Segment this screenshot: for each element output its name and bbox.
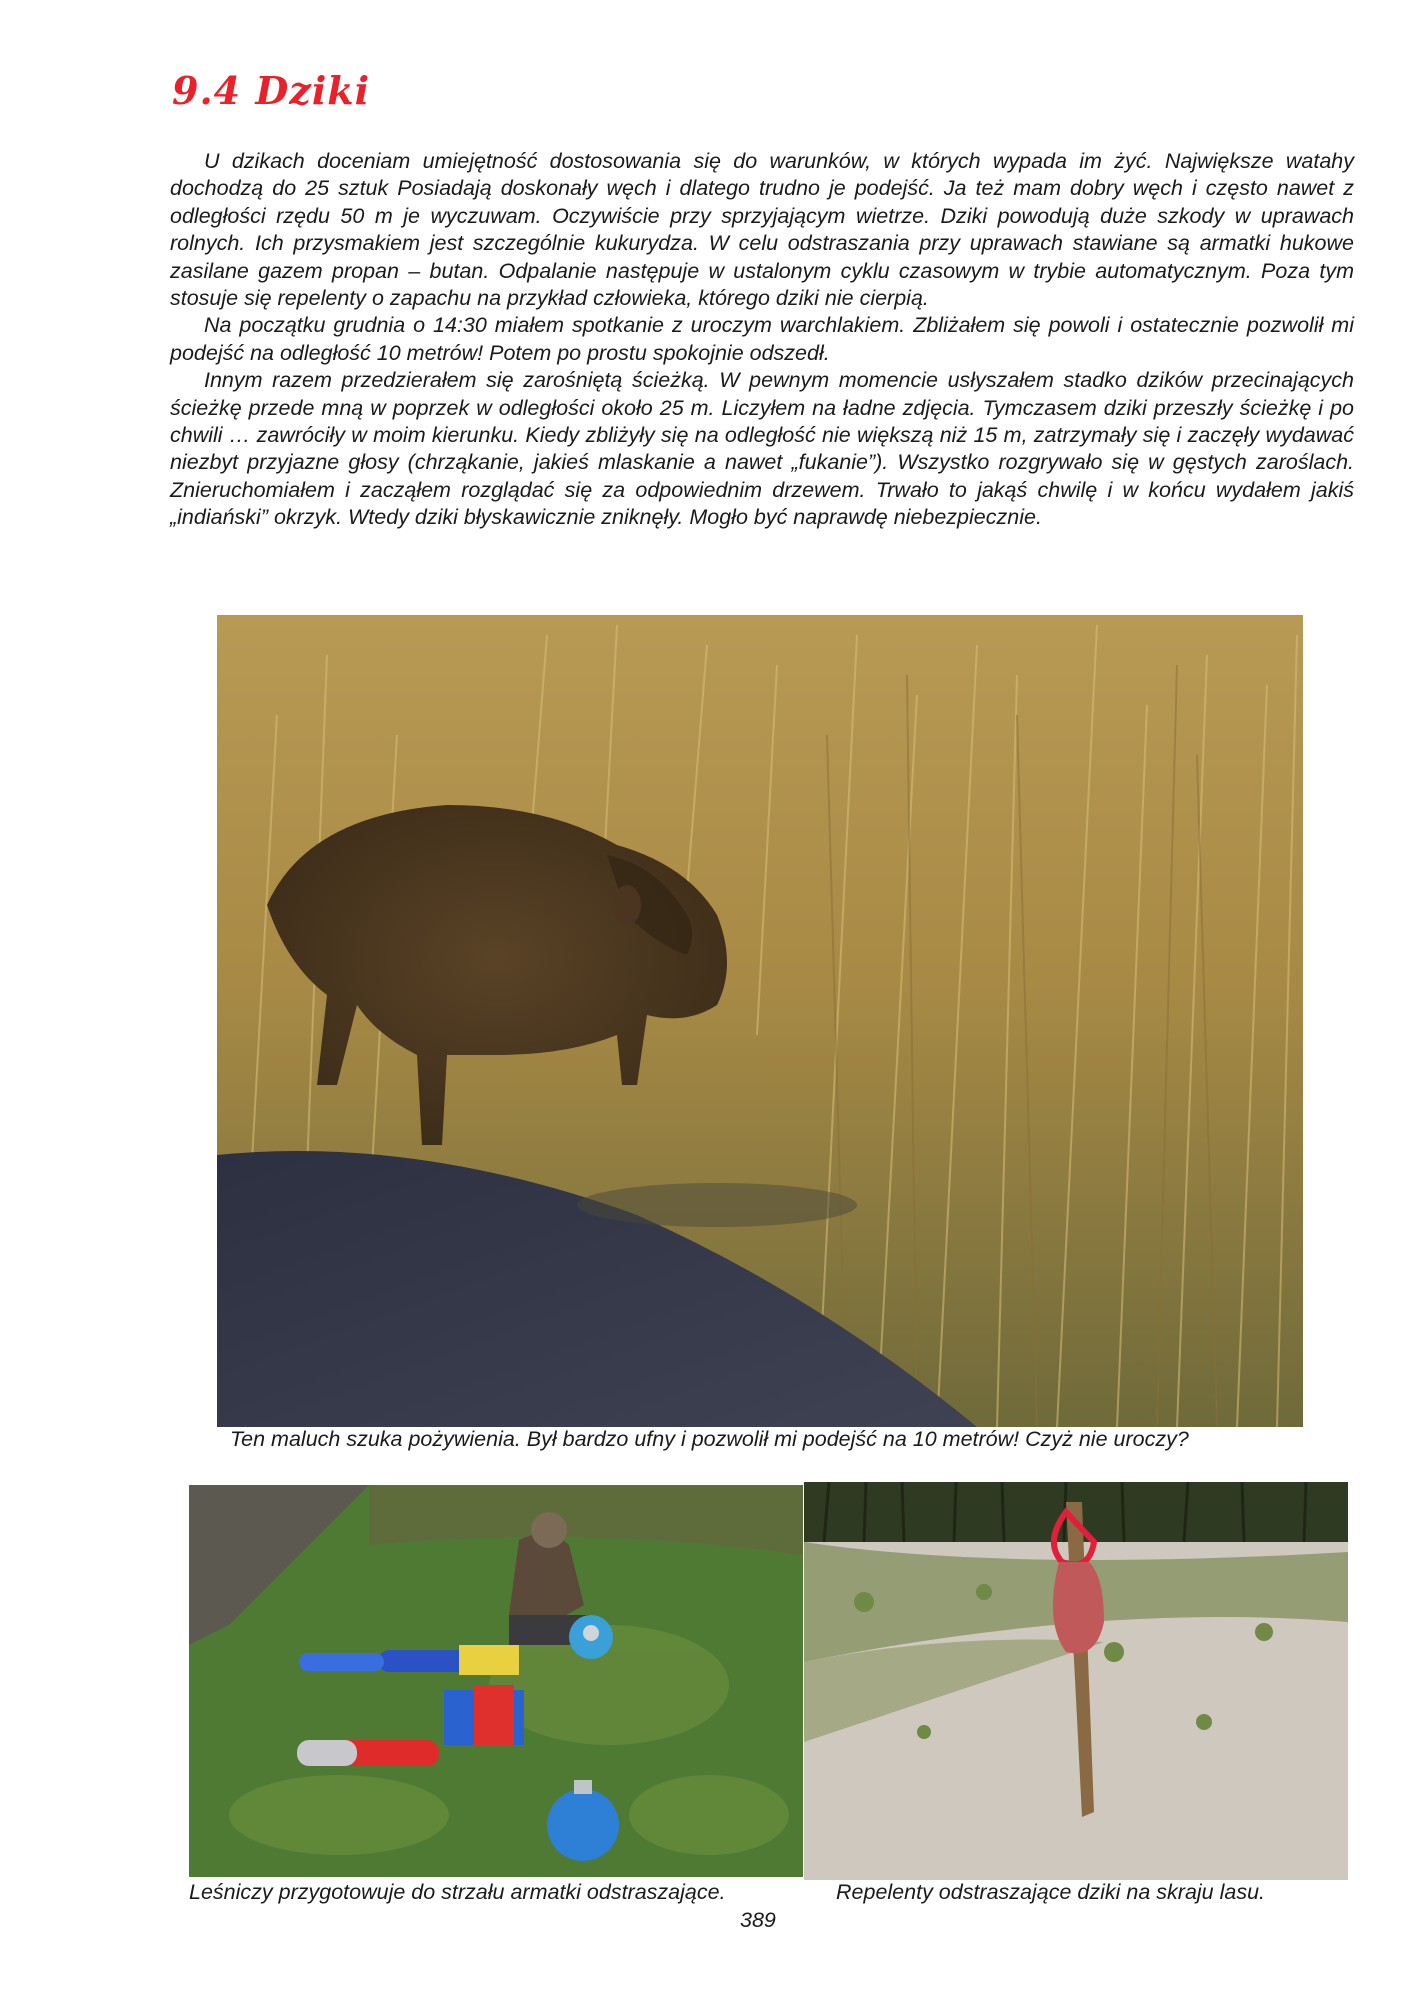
main-photo-caption: Ten maluch szuka pożywienia. Był bardzo ufny i pozwolił mi podejść na 10 metrów! Czyż nie uroczy? xyxy=(230,1427,1189,1451)
repellent-photo-illustration xyxy=(804,1482,1348,1880)
boar-photo xyxy=(217,615,1303,1427)
repellent-photo-caption: Repelenty odstraszające dziki na skraju lasu. xyxy=(836,1880,1266,1904)
forester-photo xyxy=(189,1485,803,1877)
section-heading: 9.4 Dziki xyxy=(172,68,371,113)
paragraph-2: Na początku grudnia o 14:30 miałem spotkanie z uroczym warchlakiem. Zbliżałem się powoli i ostatecznie pozwolił mi podejść na odległość 10 metrów! Potem po prostu spokojnie odszedł. xyxy=(170,313,1354,365)
page-number: 389 xyxy=(740,1908,776,1932)
forester-photo-illustration xyxy=(189,1485,803,1877)
forester-photo-caption: Leśniczy przygotowuje do strzału armatki odstraszające. xyxy=(189,1880,726,1904)
paragraph-3: Innym razem przedzierałem się zarośniętą ścieżką. W pewnym momencie usłyszałem stadko dzików przecinających ścieżkę przede mną w poprzek w odległości około 25 m. Liczyłem na ładne zdjęcia. Tymczasem dziki przeszły ścieżkę i po chwili … zawróciły w moim kierunku. Kiedy zbliżyły się na odległość nie większą niż 15 m, zatrzymały się i zaczęły wydawać niezbyt przyjazne głosy (chrząkanie, jakieś mlaskanie a nawet „fukanie”). Wszystko rozgrywało się w gęstych zaroślach. Znieruchomiałem i zacząłem rozglądać się za odpowiednim drzewem. Trwało to jakąś chwilę i w końcu wydałem jakiś „indiański” okrzyk. Wtedy dziki błyskawicznie zniknęły. Mogło być naprawdę niebezpiecznie. xyxy=(170,368,1354,530)
boar-photo-illustration xyxy=(217,615,1303,1427)
repellent-photo xyxy=(804,1482,1348,1880)
paragraph-1: U dzikach doceniam umiejętność dostosowania się do warunków, w których wypada im żyć. Największe watahy dochodzą do 25 sztuk Posiadają doskonały węch i dlatego trudno je podejść. Ja też mam dobry węch i często nawet z odległości rzędu 50 m je wyczuwam. Oczywiście przy sprzyjającym wietrze. Dziki powodują duże szkody w uprawach rolnych. Ich przysmakiem jest szczególnie kukurydza. W celu odstraszania przy uprawach stawiane są armatki hukowe zasilane gazem propan – butan. Odpalanie następuje w ustalonym cyklu czasowym w trybie automatycznym. Poza tym stosuje się repelenty o zapachu na przykład człowieka, którego dziki nie cierpią. xyxy=(170,149,1354,311)
body-text xyxy=(170,148,1354,532)
